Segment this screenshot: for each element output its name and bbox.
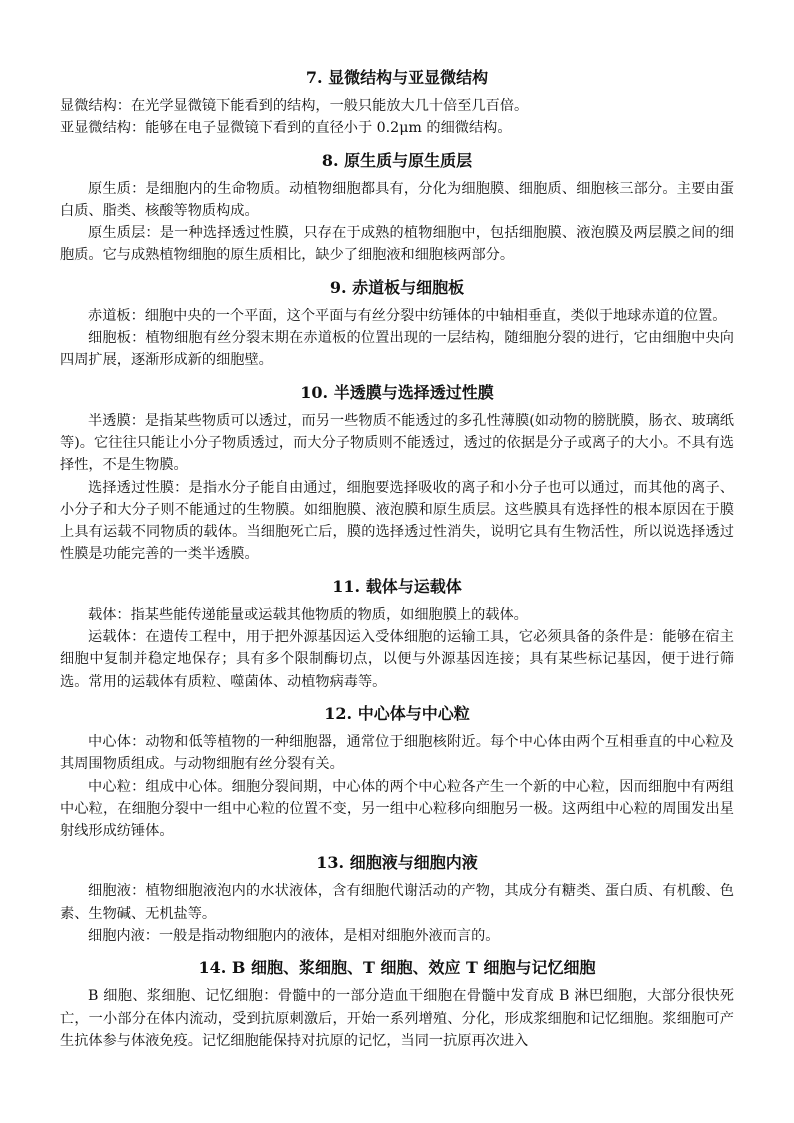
section-heading: 9. 赤道板与细胞板 — [329, 277, 465, 297]
paragraph: 细胞内液：一般是指动物细胞内的液体，是相对细胞外液而言的。 — [88, 928, 500, 945]
paragraph: 细胞板：植物细胞有丝分裂末期在赤道板的位置出现的一层结构，随细胞分裂的进行，它由细胞中央向四周扩展，逐渐形成新的细胞壁。 — [60, 330, 734, 369]
paragraph: 原生质层：是一种选择透过性膜，只存在于成熟的植物细胞中，包括细胞膜、液泡膜及两层膜之间的细胞质。它与成熟植物细胞的原生质相比，缺少了细胞液和细胞核两部分。 — [60, 225, 734, 264]
paragraph: 载体：指某些能传递能量或运载其他物质的物质，如细胞膜上的载体。 — [88, 606, 528, 623]
paragraph: 赤道板：细胞中央的一个平面，这个平面与有丝分裂中纺锤体的中轴相垂直，类似于地球赤道的位置。 — [88, 307, 727, 324]
section-heading: 7. 显微结构与亚显微结构 — [305, 68, 489, 87]
paragraph: 亚显微结构：能够在电子显微镜下看到的直径小于 0.2μm 的细微结构。 — [60, 120, 512, 137]
section-10 — [60, 381, 734, 566]
paragraph: 显微结构：在光学显微镜下能看到的结构，一般只能放大几十倍至几百倍。 — [60, 98, 529, 114]
document-page — [60, 60, 734, 1052]
paragraph: 半透膜：是指某些物质可以透过，而另一些物质不能透过的多孔性薄膜(如动物的膀胱膜，肠衣、玻璃纸等)。它往往只能让小分子物质透过，而大分子物质则不能透过，透过的依据是分子或离子的大小。不具有选择性，不是生物膜。 — [60, 412, 734, 474]
section-9 — [60, 276, 734, 372]
paragraph: 运载体：在遗传工程中，用于把外源基因运入受体细胞的运输工具，它必须具备的条件是：能够在宿主细胞中复制并稳定地保存；具有多个限制酶切点，以便与外源基因连接；具有某些标记基因，便于进行筛选。常用的运载体有质粒、噬菌体、动植物病毒等。 — [60, 629, 734, 690]
paragraph: 中心体：动物和低等植物的一种细胞器，通常位于细胞核附近。每个中心体由两个互相垂直的中心粒及其周围物质组成。与动物细胞有丝分裂有关。 — [60, 733, 734, 773]
paragraph: B 细胞、浆细胞、记忆细胞：骨髓中的一部分造血干细胞在骨髓中发育成 B 淋巴细胞，大部分很快死亡，一小部分在体内流动，受到抗原刺激后，开始一系列增殖、分化，形成浆细胞和记忆细胞。浆细胞可产生抗体参与体液免疫。记忆细胞能保持对抗原的记忆，当同一抗原再次进入 — [60, 988, 734, 1049]
section-14 — [60, 956, 734, 1052]
section-heading: 12. 中心体与中心粒 — [324, 703, 470, 723]
section-13 — [60, 851, 734, 947]
section-heading: 10. 半透膜与选择透过性膜 — [300, 382, 494, 402]
section-7 — [60, 66, 734, 140]
section-8 — [60, 149, 734, 267]
paragraph: 原生质：是细胞内的生命物质。动植物细胞都具有，分化为细胞膜、细胞质、细胞核三部分。主要由蛋白质、脂类、核酸等物质构成。 — [60, 180, 734, 219]
paragraph: 中心粒：组成中心体。细胞分裂间期，中心体的两个中心粒各产生一个新的中心粒，因而细胞中有两组中心粒，在细胞分裂中一组中心粒的位置不变，另一组中心粒移向细胞另一极。这两组中心粒的周围发出星射线形成纺锤体。 — [60, 778, 734, 840]
section-heading: 14. B 细胞、浆细胞、T 细胞、效应 T 细胞与记忆细胞 — [198, 958, 596, 978]
paragraph: 选择透过性膜：是指水分子能自由通过，细胞要选择吸收的离子和小分子也可以通过，而其他的离子、小分子和大分子则不能通过的生物膜。如细胞膜、液泡膜和原生质层。这些膜具有选择性的根本原因在于膜上具有运载不同物质的载体。当细胞死亡后，膜的选择透过性消失，说明它具有生物活性，所以说选择透过性膜是功能完善的一类半透膜。 — [60, 479, 734, 563]
section-heading: 8. 原生质与原生质层 — [321, 150, 473, 170]
section-heading: 11. 载体与运载体 — [332, 576, 462, 596]
section-11 — [60, 575, 734, 693]
section-12 — [60, 702, 734, 842]
paragraph: 细胞液：植物细胞液泡内的水状液体，含有细胞代谢活动的产物，其成分有糖类、蛋白质、有机酸、色素、生物碱、无机盐等。 — [60, 883, 734, 922]
section-heading: 13. 细胞液与细胞内液 — [316, 853, 478, 873]
